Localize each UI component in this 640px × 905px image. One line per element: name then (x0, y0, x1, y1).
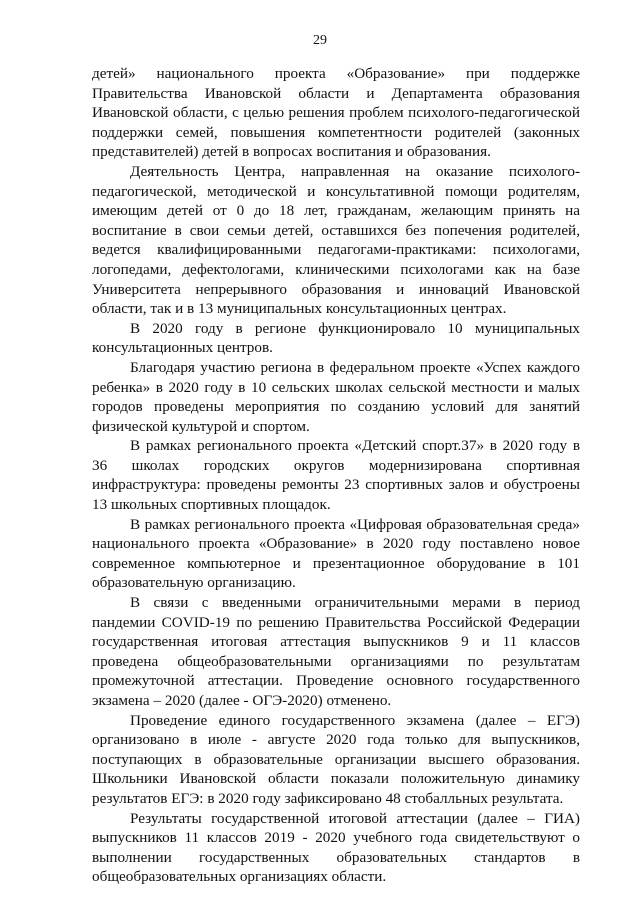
paragraph: В рамках регионального проекта «Цифровая образовательная среда» национального проекта «Образование» в 2020 году поставлено новое современное компьютерное и презентационное оборудование в 101 образовательную организацию. (92, 515, 580, 592)
paragraph: детей» национального проекта «Образование» при поддержке Правительства Ивановской области и Департамента образования Ивановской области, с целью решения проблем психолого-педагогической поддержки семей, повышения компетентности родителей (законных представителей) детей в вопросах воспитания и образования. (92, 65, 580, 161)
paragraph: Проведение единого государственного экзамена (далее – ЕГЭ) организовано в июле - августе 2020 года только для выпускников, поступающих в образовательные организации высшего образования. Школьники Ивановской области показали положительную динамику результатов ЕГЭ: в 2020 году зафиксировано 48 стобалльных результата. (92, 711, 580, 807)
document-body (92, 64, 580, 887)
paragraph: В 2020 году в регионе функционировало 10 муниципальных консультационных центров. (92, 319, 580, 357)
paragraph: Результаты государственной итоговой аттестации (далее – ГИА) выпускников 11 классов 2019 - 2020 учебного года свидетельствуют о выполнении государственных образовательных стандартов в общеобразовательных организациях области. (92, 809, 580, 886)
paragraph: Благодаря участию региона в федеральном проекте «Успех каждого ребенка» в 2020 году в 10 сельских школах сельской местности и малых городов проведены мероприятия по созданию условий для занятий физической культурой и спортом. (92, 358, 580, 435)
paragraph: В связи с введенными ограничительными мерами в период пандемии COVID-19 по решению Правительства Российской Федерации государственная итоговая аттестация выпускников 9 и 11 классов проведена общеобразовательными организациями по результатам промежуточной аттестации. Проведение основного государственного экзамена – 2020 (далее - ОГЭ-2020) отменено. (92, 594, 580, 709)
paragraph: Деятельность Центра, направленная на оказание психолого-педагогической, методической и консультативной помощи родителям, имеющим детей от 0 до 18 лет, гражданам, желающим принять на воспитание в свои семьи детей, оставшихся без попечения родителей, ведется квалифицированными педагогами-практиками: психологами, логопедами, дефектологами, клиническими психологами как на базе Университета непрерывного образования и инноваций Ивановской области, так и в 13 муниципальных консультационных центрах. (92, 162, 580, 318)
paragraph: В рамках регионального проекта «Детский спорт.37» в 2020 году в 36 школах городских округов модернизирована спортивная инфраструктура: проведены ремонты 23 спортивных залов и обустроены 13 школьных спортивных площадок. (92, 437, 580, 514)
page-number: 29 (313, 33, 327, 48)
